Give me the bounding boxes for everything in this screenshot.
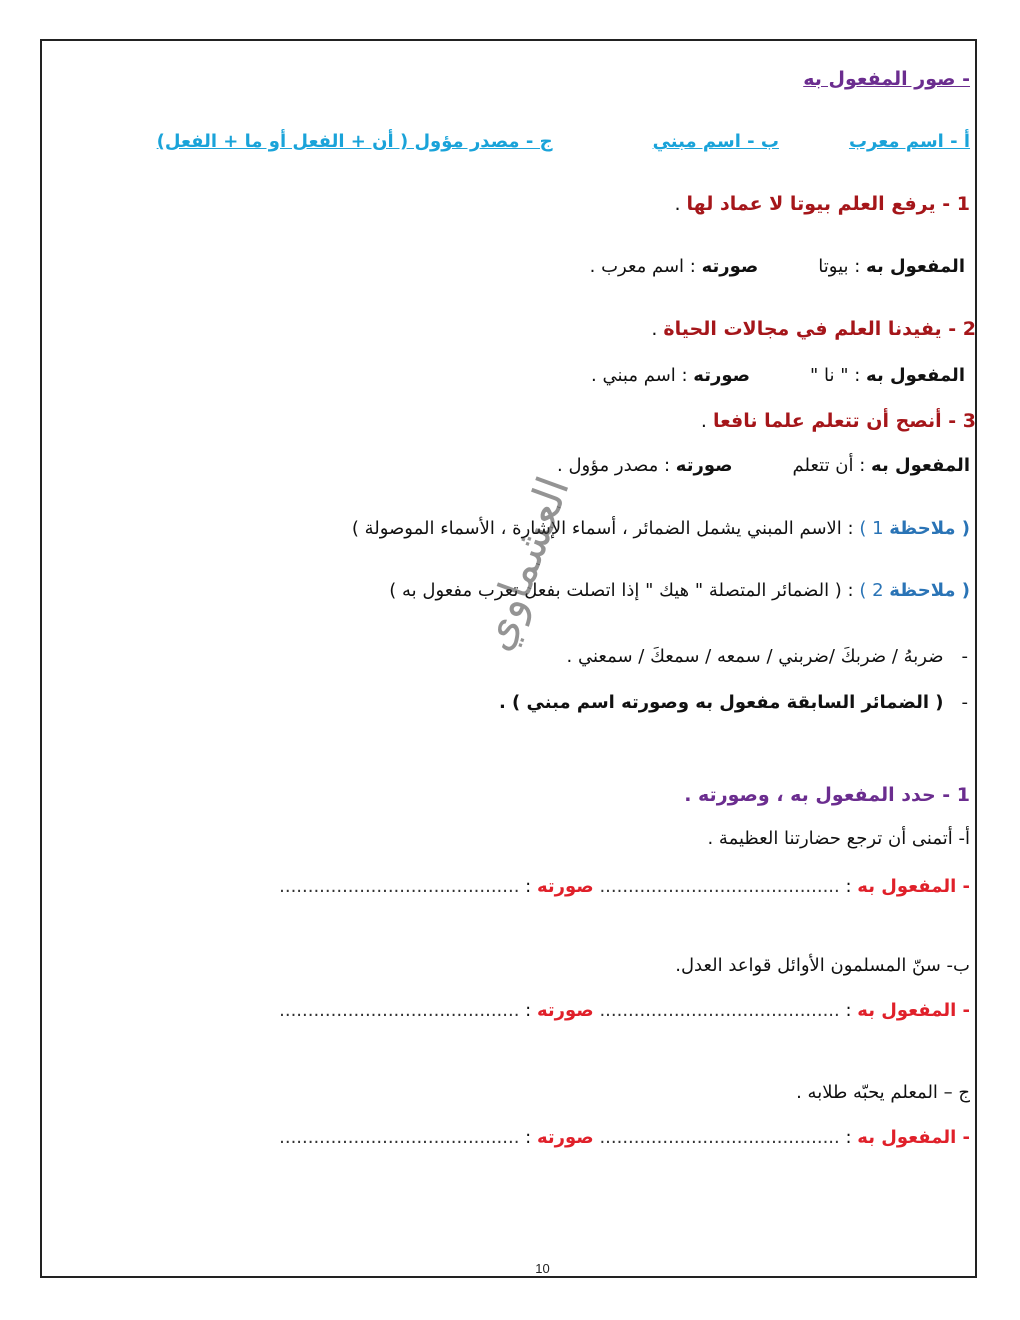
- example-sentence-3: 3 - أنصح أن تتعلم علما نافعا .: [700, 410, 976, 432]
- bullet-verbs: -ضربهُ / ضربكَ /ضربني / سمعه / سمعكَ / سمعني .: [566, 646, 968, 667]
- answer-blank[interactable]: ..........................................: [279, 1000, 520, 1021]
- watermark: العشماوي: [470, 470, 580, 658]
- form-c: ج - مصدر مؤول ( أن + الفعل أو ما + الفعل): [156, 131, 553, 152]
- object-forms-line: [157, 131, 970, 152]
- answer-blank[interactable]: ..........................................: [599, 876, 840, 897]
- example-answer-2: المفعول به : " نا "صورته : اسم مبني .: [591, 365, 965, 386]
- exercise-answer-a: - المفعول به : .......................................... صورته : ..........................................: [279, 876, 970, 897]
- section-title: - صور المفعول به: [803, 68, 970, 90]
- example-sentence-1: 1 - يرفع العلم بيوتا لا عماد لها .: [674, 193, 970, 215]
- exercise-item-a: أ- أتمنى أن ترجع حضارتنا العظيمة .: [707, 828, 970, 849]
- answer-blank[interactable]: ..........................................: [279, 876, 520, 897]
- example-sentence-2: 2 - يفيدنا العلم في مجالات الحياة .: [651, 318, 976, 340]
- example-answer-3: المفعول به : أن تتعلمصورته : مصدر مؤول .: [557, 455, 970, 476]
- note-2: ( ملاحظة 2 ) : ( الضمائر المتصلة " هيك " إذا اتصلت بفعل تعرب مفعول به ): [389, 580, 970, 601]
- bullet-conclusion: -( الضمائر السابقة مفعول به وصورته اسم مبني ) .: [498, 692, 968, 713]
- answer-blank[interactable]: ..........................................: [279, 1127, 520, 1148]
- form-b: ب - اسم مبني: [652, 131, 779, 152]
- exercise-answer-c: - المفعول به : .......................................... صورته : ..........................................: [279, 1127, 970, 1148]
- answer-blank[interactable]: ..........................................: [599, 1000, 840, 1021]
- answer-blank[interactable]: ..........................................: [599, 1127, 840, 1148]
- exercise-title: 1 - حدد المفعول به ، وصورته .: [684, 784, 970, 806]
- note-1: ( ملاحظة 1 ) : الاسم المبني يشمل الضمائر ، أسماء الإشارة ، الأسماء الموصولة ): [351, 518, 970, 539]
- exercise-answer-b: - المفعول به : .......................................... صورته : ..........................................: [279, 1000, 970, 1021]
- page-number: 10: [535, 1261, 550, 1276]
- exercise-item-c: ج – المعلم يحبّه طلابه .: [796, 1082, 970, 1103]
- exercise-item-b: ب- سنّ المسلمون الأوائل قواعد العدل.: [675, 955, 970, 976]
- form-a: أ - اسم معرب: [848, 131, 970, 152]
- example-answer-1: المفعول به : بيوتاصورته : اسم معرب .: [589, 256, 965, 277]
